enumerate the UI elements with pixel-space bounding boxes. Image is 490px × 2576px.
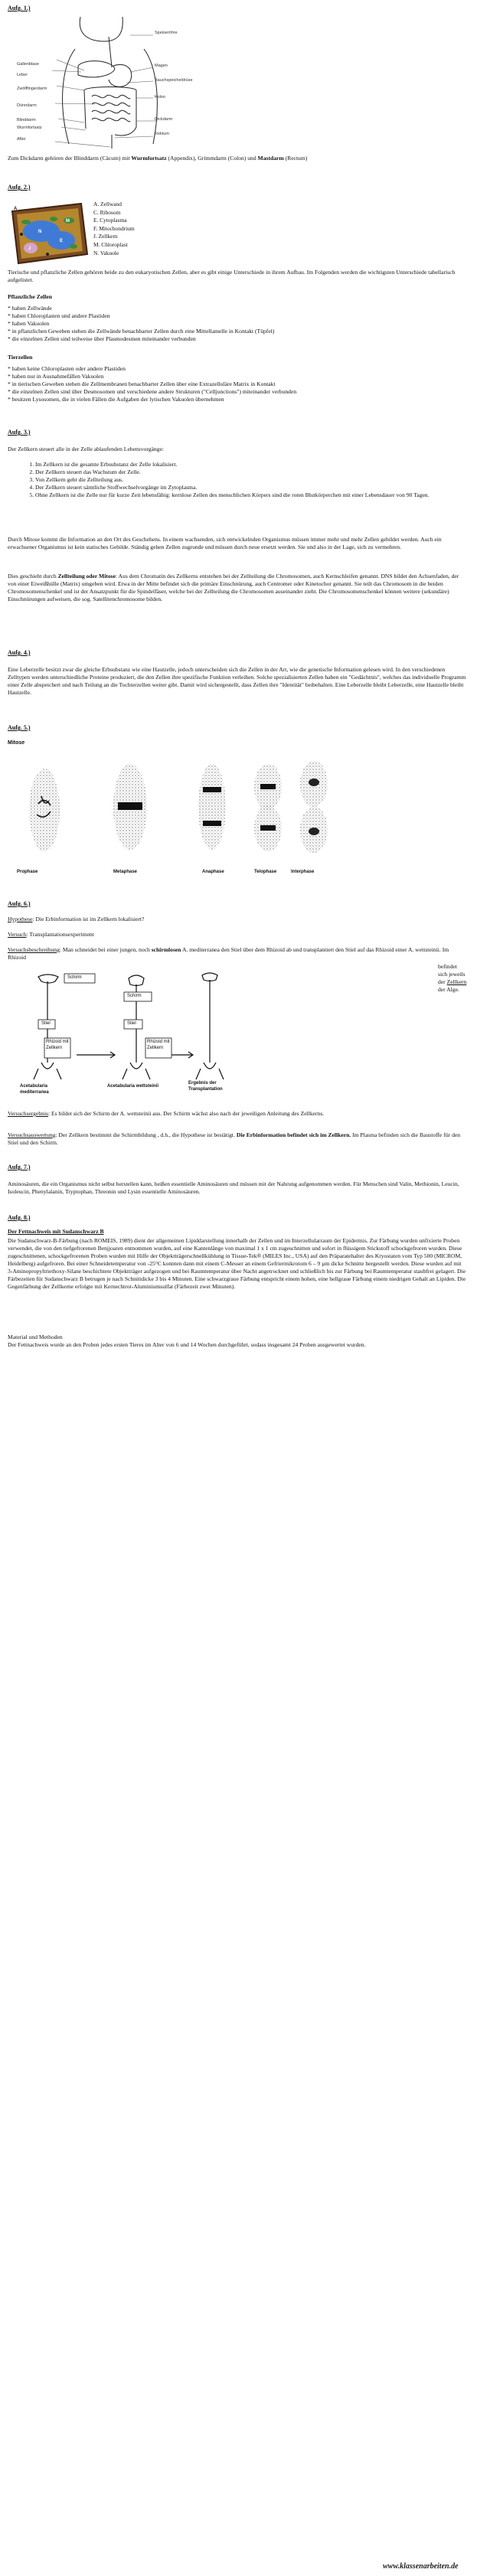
nucleus-functions-list (26, 461, 478, 499)
phase-label-metaphase: Metaphase (113, 870, 138, 874)
legend-item: M. Chloroplast (93, 240, 128, 248)
aufg-8-title: Der Fettnachweis mit Sudanschwarz B (8, 1228, 104, 1235)
label: Zwölffingerdarm (17, 87, 47, 91)
aufg-8-material-line: Material und Methoden (8, 1334, 63, 1340)
heading-aufg-1: Aufg. 1.) (8, 5, 31, 11)
label: Magen (155, 64, 168, 69)
label: Speiseröhre (155, 31, 178, 35)
aufg-8-text: Die Sudanschwarz-B-Färbung (nach ROMEIS, 1989) dient der allgemeinen Lipiddarstellung innerhalb der Zellen und im Interzellularraum der Epidermis. Zur Färbung wurden unfixierte Proben verwendet, die von den tiefgefrorenen Benjjoaren entnommen wurden, auf eine Kantenlänge von maximal 1 x 1 cm zugeschnitten und sofort in flüssigem Stickstoff schockgefroren wurden. Diese zugeschnittenen, schockgefrorenen Proben wurden mit Hilfe der Objektträgerschnellkühlung in Tissue-Tek® (MILES Inc., USA) auf den Präparatehalter des Kryostaten vom Typ 500 (MICROM, Heidelberg) aufgefroren. Bei einer Schneidetemperatur von -25°C konnten dann mit einem C-Messer an einem Gefriermikrotom 6 – 9 µm dicke Schnitte hergestellt werden. Diese wurden auf mit 3-Aminopropyltriethoxy-Silane beschichtete Objektträger aufgezogen und bei Raumtemperatur über Nacht angetrocknet und schließlich bis zur Färbung bei Raumtemperatur staubfrei gelagert. Die Färbezeiten für Sudanschwarz B betrugen je nach Schnittdicke 3 bis 4 Minuten. Eine schwarzgraue Färbung entspricht einem hohen, eine hellgraue Färbung einem niedrigen Gehalt an Lipiden. Die Gegenfärbung der Zellkerne erfolgte mit Kernechtrot-Aluminiumsulfat (Färbezeit zwei Minuten). (8, 1237, 466, 1291)
list-item: 1. Im Zellkern ist die gesamte Erbsubstanz der Zelle lokalisiert. (35, 461, 478, 469)
legend-item: J. Zellkern (93, 233, 118, 240)
list-item: 3. Von Zellkern geht die Zellteilung aus. (35, 476, 478, 484)
list-item: 5. Ohne Zellkern ist die Zelle nur für kurze Zeit lebensfähig: kernlose Zellen des menschlichen Körpers sind die roten Blutkörperchen mit einer Lebensdauer von 90 Tagen. (35, 491, 478, 499)
aufg-2-intro: Tierische und pflanzliche Zellen gehören beide zu den eukaryotischen Zellen, aber es gibt einige Unterschiede in ihrem Aufbau. Im Folgenden werden die wichtigsten Unterschiede tabellarisch aufgelistet. (8, 269, 456, 284)
caption-mediterranea: Acetabularia mediterranea (20, 1084, 49, 1095)
list-item: * in pflanzlichen Geweben stehen die Zellwände benachbarter Zellen durch eine Mittellamelle in Kontakt (Tüpfel) (8, 328, 275, 335)
label: Rektum (155, 132, 169, 137)
diagram-label-schirm-2: Schirm (127, 994, 142, 998)
side-text: der (438, 978, 447, 985)
phase-label-prophase: Prophase (17, 870, 38, 874)
heading-aufg-3: Aufg. 3.) (8, 429, 31, 436)
list-item: * in tierischen Geweben stehen die Zellmembranen benachbarter Zellen über eine Extrazelluläre Matrix in Kontakt (8, 380, 276, 388)
animal-heading: Tierzellen (8, 354, 33, 361)
svg-text:A: A (14, 207, 18, 211)
heading-aufg-6: Aufg. 6.) (8, 900, 31, 907)
diagram-label-schirm-1: Schirm (67, 975, 82, 980)
heading-aufg-4: Aufg. 4.) (8, 649, 31, 656)
diagram-label-stiel-1: Stiel (41, 1021, 51, 1026)
aufg-3-intro: Der Zellkern steuert alle in der Zelle ablaufenden Lebensvorgänge: (8, 446, 164, 452)
plant-heading: Pflanzliche Zellen (8, 293, 52, 300)
aufg-7-text: Aminosäuren, die ein Organismus nicht selbst herstellen kann, heißen essentielle Aminosäuren und müssen mit der Nahrung aufgenommen werden. Für Menschen sind Valin, Methionin, Leucin, Isoleucin, Phenylalanin, Tryptophan, Threonin und Lysin essentielle Aminosäuren. (8, 1180, 459, 1196)
diagram-label-rhizoid-2: Rhizoid mit Zellkern (147, 1040, 170, 1050)
list-item: * haben keine Chloroplasten oder andere Plastiden (8, 365, 126, 372)
diagram-label-rhizoid-1: Rhizoid mit Zellkern (46, 1040, 69, 1050)
svg-text:E: E (60, 239, 64, 243)
animal-list (8, 365, 467, 403)
aufg-3-paragraph-1: Durch Mitose kommt die Information an den Ort des Geschehens. In einem wachsenden, sich entwickelnden Organismus müssen immer mehr und mehr Zellen gebildet werden. Auch ein erwachsener Organismus ist kein statisches Gebilde. Ständig gehen Zellen zugrunde und müssen durch neue ersetzt werden. Sie und also in der Lage, sich zu vermehren. (8, 536, 442, 551)
label: Bauchspeicheldrüse (155, 77, 193, 83)
diagram-label-stiel-2: Stiel (127, 1021, 136, 1026)
side-text: der Alge. (438, 986, 459, 993)
legend-item: F. Mitochondrium (93, 224, 135, 232)
aufg-4-text: Eine Leberzelle besitzt zwar die gleiche Erbsubstanz wie eine Hautzelle, jedoch unterscheiden sich die Zellen in der Art, wie die genetische Information gelesen wird. In den verschiedenen Zelltypen werden unterschiedliche Proteine produziert, die den Zellen ihre spezifische Funktion verleihen. Solche spezialisierten Zellen haben ein "Gedächtnis", welches das individuelle Programm einer Zelle abspeichert und nach Teilung an die Tochterzellen weiter gibt. Damit wird sichergestellt, dass Zellen ihre "Identität" beibehalten. Eine Leberzelle bleibt Leberzelle, eine Hautzelle bleibt Hautzelle. (8, 666, 466, 697)
list-item: * haben Chloroplasten und andere Plastiden (8, 312, 110, 320)
svg-text:N: N (38, 230, 42, 234)
phase-label-interphase: Interphase (291, 870, 315, 874)
label: Kolon (155, 94, 166, 100)
label: After (17, 137, 26, 142)
list-item: * haben nur in Ausnahmefällen Vakuolen (8, 373, 104, 380)
aufg-3-paragraph-2: Dies geschieht durch Zellteilung oder Mitose: Aus dem Chromatin des Zellkerns entstehen bei der Zellteilung die Chromosomen, auch Kernschleifen genannt. DNS bildet den Achsenfaden, der von einer Eiweißhülle (Matrix) umgeben wird. Etwa in der Mitte befindet sich die primäre Einschnürung, auch Centromer oder Kinetochor genannt. Sie teilt das Chromosom in die beiden Chromosomenschenkel und ist der Ansatzpunkt für die Spindelfäser, welche bei der Zellteilung die Chromosomen auseinander zieht. Die Chromosomenschenkel können weitere (sekundäre) Einschnürungen aufweisen, die sog. Satellitenchromosome bilden. (8, 573, 459, 603)
legend-item: E. Cytoplasma (93, 217, 127, 224)
list-item: * haben Zellwände (8, 305, 52, 312)
label: Dickdarm (155, 117, 173, 122)
diagram-labels-right (155, 31, 208, 138)
label: Leber (17, 72, 28, 77)
mitosis-drawing (15, 750, 475, 865)
caption-wettsteinii: Acetabularia wettsteinii (107, 1084, 159, 1089)
experiment-side-text (438, 963, 484, 994)
label: Blinddarm (17, 118, 36, 122)
experiment-description: Versuchsbeschreibung: Man schneidet bei einer jungen, noch schirmlosen A. mediterranea den Stiel über dem Rhizoid ab und transplantiert den Stiel auf das Rhizoid einer A. wettsteinii. Im Rhizoid (8, 946, 449, 962)
phase-label-telophase: Telophase (254, 870, 277, 874)
list-item: * die einzelnen Zellen sind teilweise über Plasmodesmen miteinander verbunden (8, 335, 196, 343)
phase-label-anaphase: Anaphase (202, 870, 224, 874)
heading-aufg-2: Aufg. 2.) (8, 184, 31, 191)
plant-cell-image (8, 201, 90, 266)
site-logo: www.klassenarbeiten.de (383, 2562, 459, 2571)
svg-text:J: J (28, 246, 31, 251)
experiment-evaluation: Versuchsauswertung: Der Zellkern bestimmt die Schirmbildung , d.h., die Hypothese ist bestätigt. Die Erbinformation befindet sich im Zellkern. Im Plasma befinden sich die Baustoffe für den Stiel und den Schirm. (8, 1131, 461, 1147)
list-item: 2. Der Zellkern steuert das Wachstum der Zelle. (35, 469, 478, 476)
list-item: * besitzen Lysosomen, die in vielen Fällen die Aufgaben der lytischen Vakuolen übernehmen (8, 396, 224, 403)
heading-aufg-7: Aufg. 7.) (8, 1164, 31, 1170)
aufg-8-last: Der Fettnachweis wurde an den Proben jedes ersten Tieres im Alter von 6 und 14 Wochen durchgeführt, sodass insgesamt 24 Proben ausgewertet wurden. (8, 1341, 366, 1348)
hypothesis: Hypothese: Die Erbinformation ist im Zellkern lokalisiert? (8, 916, 145, 922)
mitosis-title: Mitose (8, 740, 25, 746)
side-text: befindet (438, 963, 457, 970)
caption-result: Ergebnis der Transplantation (188, 1081, 223, 1092)
side-text: Zellkern (446, 978, 467, 985)
cell-legend (93, 201, 135, 257)
plant-list (8, 305, 467, 343)
legend-item: N. Vakuole (93, 249, 119, 256)
aufg-1-text: Zum Dickdarm gehören der Blinddarm (Cäcum) mit Wurmfortsatz (Appendix), Grimmdarm (Colon) und Mastdarm (Rectum) (8, 155, 308, 162)
label: Gallenblase (17, 62, 40, 67)
list-item: * die einzelnen Zellen sind über Desmosomen und verschiedene andere Strukturen ("Celljunctions") miteinander verbunden (8, 388, 297, 396)
side-text: sich jeweils (438, 971, 466, 978)
label: Wurmfortsatz (17, 125, 42, 130)
svg-text:M: M (66, 219, 70, 224)
label: Dünndarm (17, 103, 37, 108)
heading-aufg-5: Aufg. 5.) (8, 724, 31, 731)
legend-item: C. Ribosom (93, 208, 121, 216)
experiment: Versuch: Transplantationsexperiment (8, 931, 94, 938)
legend-item: A. Zellwand (93, 201, 122, 207)
diagram-labels-left (17, 58, 55, 147)
experiment-result: Versuchsergebnis: Es bildet sich der Schirm der A. wettsteinii aus. Der Schirm wächst also nach der jeweiligen Anleitung des Zellkerns. (8, 1110, 325, 1117)
list-item: * haben Vakuolen (8, 320, 50, 328)
list-item: 4. Der Zellkern steuert sämtliche Stoffwechselvorgänge im Zytoplasma. (35, 484, 478, 491)
heading-aufg-8: Aufg. 8.) (8, 1214, 31, 1221)
